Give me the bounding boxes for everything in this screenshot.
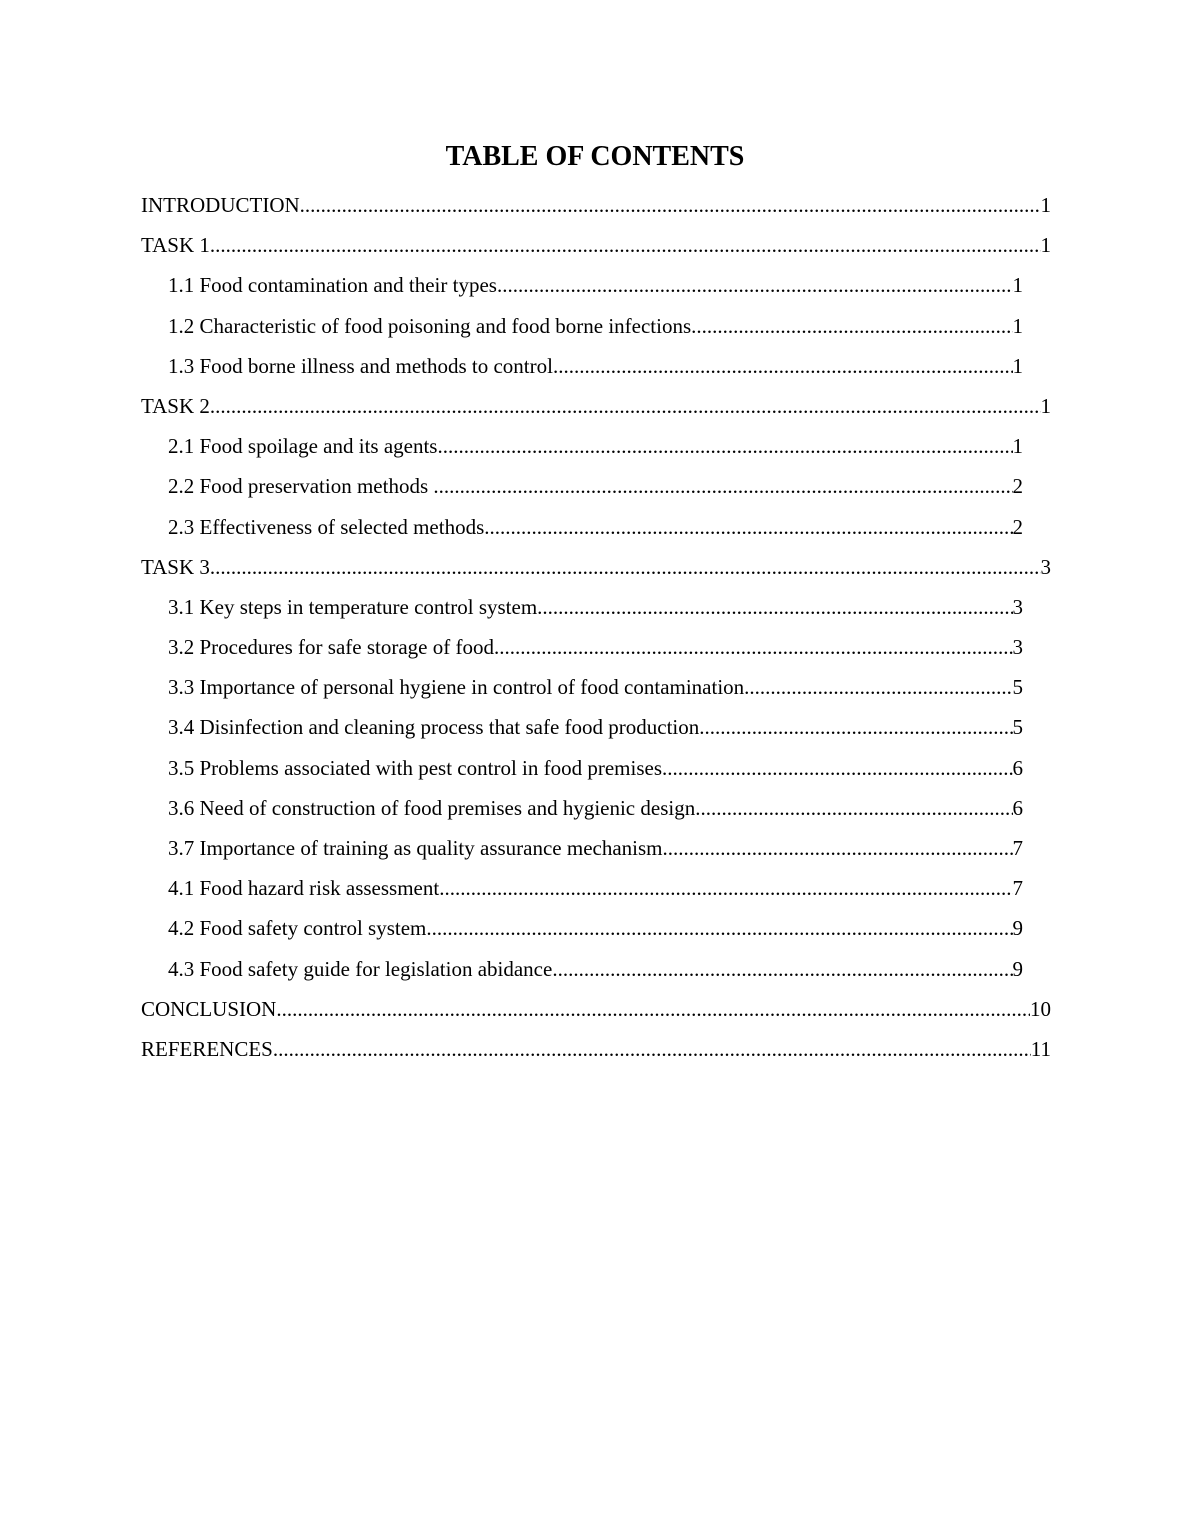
toc-entry-page-number: 1 <box>1012 313 1023 338</box>
toc-entry-page-number: 2 <box>1012 474 1023 499</box>
toc-entry-label: TASK 3 <box>141 554 210 579</box>
toc-entry-label: REFERENCES <box>141 1036 273 1061</box>
toc-entry[interactable] <box>141 185 1051 225</box>
toc-entry[interactable] <box>141 265 1051 305</box>
toc-dot-leader <box>699 707 1012 747</box>
toc-entry[interactable] <box>141 908 1051 948</box>
toc-dot-leader <box>537 587 1012 627</box>
toc-entry[interactable] <box>141 426 1051 466</box>
toc-entry-page-number: 10 <box>1030 996 1051 1021</box>
toc-entry[interactable] <box>141 386 1051 426</box>
toc-entry-page-number: 3 <box>1040 554 1051 579</box>
toc-entry[interactable] <box>141 949 1051 989</box>
toc-entry-page-number: 1 <box>1040 393 1051 418</box>
toc-entry-page-number: 1 <box>1012 434 1023 459</box>
toc-entry-label: TASK 1 <box>141 233 210 258</box>
toc-entry-label: 2.3 Effectiveness of selected methods <box>168 514 485 539</box>
toc-dot-leader <box>484 507 1012 547</box>
toc-dot-leader <box>663 828 1013 868</box>
toc-dot-leader <box>433 466 1012 506</box>
toc-entry[interactable] <box>141 667 1051 707</box>
toc-entry[interactable] <box>141 748 1051 788</box>
toc-entry-label: 4.1 Food hazard risk assessment <box>168 876 440 901</box>
toc-entry[interactable] <box>141 788 1051 828</box>
toc-entry-label: 1.3 Food borne illness and methods to control <box>168 353 553 378</box>
toc-entry[interactable] <box>141 547 1051 587</box>
toc-dot-leader <box>426 908 1012 948</box>
toc-entry-page-number: 6 <box>1012 795 1023 820</box>
toc-dot-leader <box>210 386 1041 426</box>
toc-entry[interactable] <box>141 507 1051 547</box>
toc-entry-page-number: 3 <box>1012 594 1023 619</box>
toc-entry-page-number: 5 <box>1012 715 1023 740</box>
toc-entry[interactable] <box>141 828 1051 868</box>
toc-entry-label: CONCLUSION <box>141 996 277 1021</box>
toc-entry-label: 1.2 Characteristic of food poisoning and food borne infections <box>168 313 692 338</box>
toc-entry-label: 1.1 Food contamination and their types <box>168 273 497 298</box>
toc-dot-leader <box>695 788 1012 828</box>
toc-entry-label: INTRODUCTION <box>141 193 300 217</box>
toc-dot-leader <box>210 225 1041 265</box>
toc-entry-label: TASK 2 <box>141 393 210 418</box>
toc-list <box>141 185 1051 1069</box>
toc-dot-leader <box>662 748 1012 788</box>
toc-dot-leader <box>439 868 1012 908</box>
toc-dot-leader <box>552 949 1012 989</box>
toc-dot-leader <box>497 265 1013 305</box>
toc-entry-page-number: 1 <box>1012 273 1023 298</box>
toc-entry[interactable] <box>141 627 1051 667</box>
toc-dot-leader <box>276 989 1030 1029</box>
toc-entry-page-number: 3 <box>1012 635 1023 660</box>
toc-entry-label: 4.2 Food safety control system <box>168 916 427 941</box>
toc-entry-label: 4.3 Food safety guide for legislation abidance <box>168 956 553 981</box>
toc-entry-label: 3.5 Problems associated with pest control in food premises <box>168 755 663 780</box>
toc-entry-page-number: 7 <box>1012 876 1023 901</box>
toc-entry-page-number: 1 <box>1040 233 1051 258</box>
toc-entry-page-number: 6 <box>1012 755 1023 780</box>
toc-entry-label: 3.3 Importance of personal hygiene in control of food contamination <box>168 675 745 700</box>
toc-entry[interactable] <box>141 707 1051 747</box>
toc-entry-page-number: 11 <box>1030 1036 1051 1061</box>
toc-entry-page-number: 5 <box>1012 675 1023 700</box>
toc-dot-leader <box>553 346 1013 386</box>
toc-entry-label: 2.1 Food spoilage and its agents <box>168 434 438 459</box>
toc-dot-leader <box>437 426 1012 466</box>
toc-entry-label: 3.7 Importance of training as quality assurance mechanism <box>168 836 663 860</box>
toc-entry[interactable] <box>141 587 1051 627</box>
toc-entry-label: 3.6 Need of construction of food premises and hygienic design <box>168 795 696 820</box>
toc-entry-page-number: 1 <box>1012 353 1023 378</box>
toc-dot-leader <box>273 1029 1031 1069</box>
toc-entry-page-number: 1 <box>1040 193 1051 217</box>
toc-entry[interactable] <box>141 868 1051 908</box>
toc-entry-label: 3.4 Disinfection and cleaning process that safe food production <box>168 715 700 740</box>
toc-dot-leader <box>300 185 1041 225</box>
toc-entry[interactable] <box>141 306 1051 346</box>
toc-entry-label: 3.2 Procedures for safe storage of food <box>168 635 494 660</box>
toc-entry[interactable] <box>141 346 1051 386</box>
toc-entry-label: 3.1 Key steps in temperature control system <box>168 594 538 619</box>
toc-entry-page-number: 9 <box>1012 956 1023 981</box>
toc-entry[interactable] <box>141 989 1051 1029</box>
toc-title: TABLE OF CONTENTS <box>445 141 745 172</box>
toc-dot-leader <box>210 547 1041 587</box>
toc-entry[interactable] <box>141 225 1051 265</box>
toc-entry-page-number: 2 <box>1012 514 1023 539</box>
toc-entry[interactable] <box>141 1029 1051 1069</box>
toc-dot-leader <box>691 306 1012 346</box>
toc-entry-label: 2.2 Food preservation methods <box>168 474 434 499</box>
toc-entry-page-number: 7 <box>1012 836 1023 860</box>
toc-entry-page-number: 9 <box>1012 916 1023 941</box>
toc-entry[interactable] <box>141 466 1051 506</box>
toc-dot-leader <box>494 627 1013 667</box>
toc-dot-leader <box>744 667 1012 707</box>
